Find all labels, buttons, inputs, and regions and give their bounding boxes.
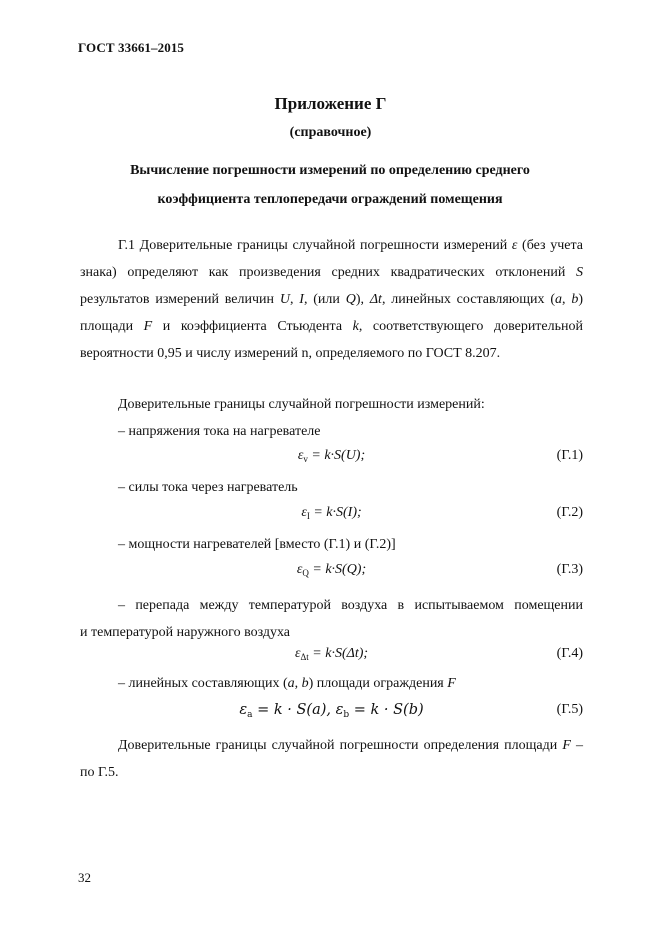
symbol-b: b bbox=[571, 292, 579, 307]
formula-body bbox=[80, 646, 583, 662]
appendix-subtitle: (справочное) bbox=[289, 125, 372, 140]
symbol-S: S bbox=[576, 265, 583, 280]
text: ) площади bbox=[80, 292, 584, 334]
formula-g4 bbox=[80, 646, 583, 668]
symbol-b: b bbox=[301, 676, 309, 691]
text: , (или bbox=[303, 292, 346, 307]
text: и коэффициента Стьюдента bbox=[152, 319, 353, 334]
eps: ε bbox=[294, 646, 301, 661]
item-temp-line2: и температурой наружного воздуха bbox=[80, 625, 291, 640]
symbol-U: U bbox=[279, 292, 290, 307]
subscript: Δt bbox=[300, 652, 309, 662]
item-power: – мощности нагревателей [вместо (Г.1) и (Г.2)] bbox=[118, 537, 396, 552]
text: , линейных составляющих ( bbox=[381, 292, 556, 307]
item-current: – силы тока через нагреватель bbox=[118, 480, 298, 495]
paragraph-area bbox=[80, 732, 583, 786]
formula-g5 bbox=[80, 702, 583, 724]
item-linear bbox=[118, 676, 456, 692]
symbol-a: a bbox=[287, 676, 295, 691]
equation-number: (Г.5) bbox=[556, 702, 583, 717]
formula-body bbox=[80, 448, 583, 464]
standard-header: ГОСТ 33661–2015 bbox=[78, 40, 185, 55]
section-heading-line2: коэффициента теплопередачи ограждений помещения bbox=[157, 192, 503, 207]
text: – по Г.5. bbox=[80, 738, 583, 780]
section-heading-line1: Вычисление погрешности измерений по определению среднего bbox=[130, 163, 530, 178]
subscript: a bbox=[247, 710, 253, 720]
eps: ε bbox=[301, 505, 307, 520]
text: (без учета знака) определяют как произведения средних квадратических отклонений bbox=[80, 238, 583, 280]
eps: ε bbox=[297, 448, 304, 463]
text: , bbox=[294, 676, 302, 691]
symbol-F: F bbox=[562, 738, 571, 753]
subscript: Q bbox=[302, 568, 309, 578]
section-heading bbox=[70, 156, 590, 214]
equation-number: (Г.3) bbox=[556, 562, 583, 577]
paragraph-g1 bbox=[80, 232, 583, 367]
text: Доверительные границы случайной погрешности определения площади bbox=[118, 738, 563, 753]
text: результатов измерений величин bbox=[80, 292, 280, 307]
rhs: = k·S(Δt); bbox=[312, 646, 369, 661]
subscript: v bbox=[303, 454, 308, 464]
paragraph-intro: Доверительные границы случайной погрешности измерений: bbox=[118, 397, 485, 412]
formula-body bbox=[80, 505, 583, 521]
page-number: 32 bbox=[78, 870, 91, 885]
formula-g3 bbox=[80, 562, 583, 584]
text: ), bbox=[355, 292, 370, 307]
text: , bbox=[289, 292, 300, 307]
eps: ε bbox=[296, 562, 303, 577]
text: ) площади ограждения bbox=[308, 676, 448, 691]
symbol-a: a bbox=[555, 292, 563, 307]
text: , bbox=[562, 292, 572, 307]
eps-a: ε bbox=[239, 702, 248, 718]
subscript: I bbox=[306, 511, 310, 521]
symbol-eps: ε bbox=[511, 238, 518, 253]
item-temp-line1: – перепада между температурой воздуха в испытываемом помещении bbox=[118, 598, 583, 613]
symbol-I: I bbox=[299, 292, 304, 307]
subscript: b bbox=[343, 710, 350, 720]
symbol-k: k bbox=[352, 319, 359, 334]
formula-body bbox=[80, 562, 583, 578]
rhs: = k·S(U); bbox=[311, 448, 366, 463]
rhs: = k·S(Q); bbox=[312, 562, 367, 577]
equation-number: (Г.2) bbox=[556, 505, 583, 520]
text: Г.1 Доверительные границы случайной погрешности измерений bbox=[118, 238, 512, 253]
text: , соответствующего доверительной вероятности 0,95 и числу измерений n, определяемого по ГОСТ 8.207. bbox=[80, 319, 583, 361]
symbol-F: F bbox=[143, 319, 153, 334]
text: – линейных составляющих ( bbox=[118, 676, 288, 691]
formula-body bbox=[80, 702, 583, 720]
symbol-F: F bbox=[447, 676, 456, 691]
end: = k · S(b) bbox=[349, 702, 424, 718]
symbol-dt: Δt bbox=[369, 292, 382, 307]
item-voltage: – напряжения тока на нагревателе bbox=[118, 424, 321, 439]
appendix-title: Приложение Г bbox=[274, 94, 387, 113]
equation-number: (Г.4) bbox=[556, 646, 583, 661]
formula-g1 bbox=[80, 448, 583, 470]
formula-g2 bbox=[80, 505, 583, 527]
symbol-Q: Q bbox=[345, 292, 356, 307]
equation-number: (Г.1) bbox=[556, 448, 583, 463]
rhs: = k·S(I); bbox=[313, 505, 362, 520]
mid: = k · S(a), ε bbox=[252, 702, 344, 718]
